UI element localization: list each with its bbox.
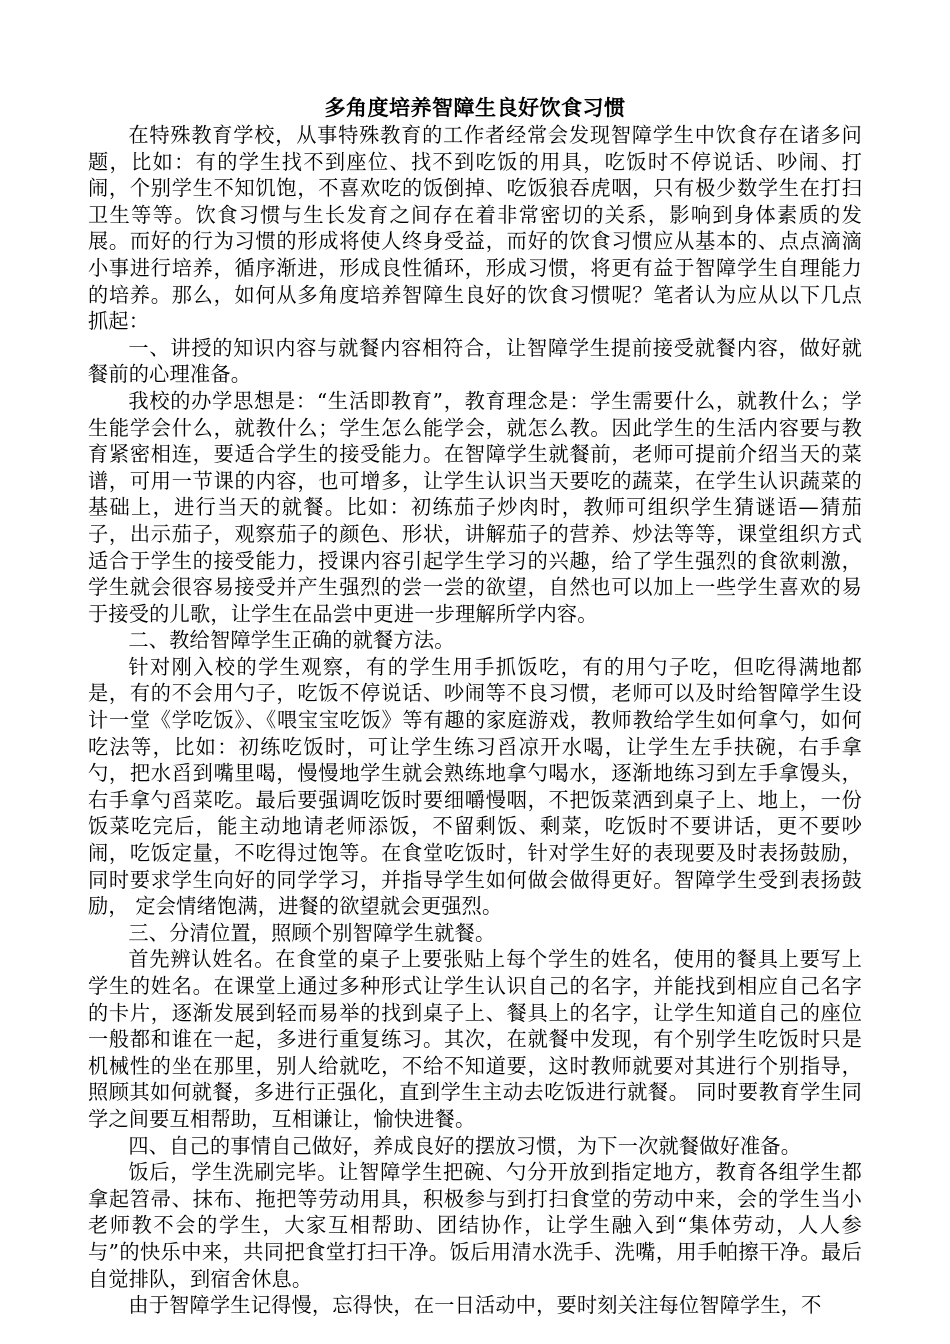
- paragraph-continued: 由于智障学生记得慢，忘得快，在一日活动中，要时刻关注每位智障学生，不: [128, 1293, 822, 1318]
- section-heading-3: 三、分清位置，照顾个别智障学生就餐。: [128, 920, 496, 945]
- paragraph-section-4: 饭后，学生洗刷完毕。让智障学生把碗、勺分开放到指定地方，教育各组学生都拿起笤帚、抹布、拖把等劳动用具，积极参与到打扫食堂的劳动中来，会的学生当小老师教不会的学生，大家互相帮助、团结协作，让学生融入到“集体劳动，人人参与”的快乐中来，共同把食堂打扫干净。饭后用清水洗手、洗嘴，用手帕擦干净。最后自觉排队，到宿舍休息。: [88, 1160, 862, 1291]
- paragraph-section-3: 首先辨认姓名。在食堂的桌子上要张贴上每个学生的姓名，使用的餐具上要写上学生的姓名。在课堂上通过多种形式让学生认识自己的名字，并能找到相应自己名字的卡片，逐渐发展到轻而易举的找到桌子上、餐具上的名字，让学生知道自己的座位一般都和谁在一起，多进行重复练习。其次，在就餐中发现，有个别学生吃饭时只是机械性的坐在那里，别人给就吃，不给不知道要，这时教师就要对其进行个别指导，照顾其如何就餐，多进行正强化，直到学生主动去吃饭进行就餐。 同时要教育学生同学之间要互相帮助，互相谦让，愉快进餐。: [88, 947, 862, 1131]
- section-heading-1: 一、讲授的知识内容与就餐内容相符合，让智障学生提前接受就餐内容，做好就餐前的心理准备。: [88, 335, 862, 387]
- document-page: [88, 94, 862, 1319]
- section-heading-2: 二、教给智障学生正确的就餐方法。: [128, 628, 455, 653]
- paragraph-section-1: 我校的办学思想是：“生活即教育”，教育理念是：学生需要什么，就教什么；学生能学会什么，就教什么；学生怎么能学会，就怎么教。因此学生的生活内容要与教育紧密相连，要适合学生的接受能力。在智障学生就餐前，老师可提前介绍当天的菜谱，可用一节课的内容，也可增多，让学生认识当天要吃的蔬菜，在学生认识蔬菜的基础上，进行当天的就餐。比如：初练茄子炒肉时，教师可组织学生猜谜语—猜茄子，出示茄子，观察茄子的颜色、形状，讲解茄子的营养、炒法等等，课堂组织方式适合于学生的接受能力，授课内容引起学生学习的兴趣，给了学生强烈的食欲刺激，学生就会很容易接受并产生强烈的尝一尝的欲望，自然也可以加上一些学生喜欢的易于接受的儿歌，让学生在品尝中更进一步理解所学内容。: [88, 388, 862, 626]
- paragraph-intro: 在特殊教育学校，从事特殊教育的工作者经常会发现智障学生中饮食存在诸多问题，比如：有的学生找不到座位、找不到吃饭的用具，吃饭时不停说话、吵闹、打闹，个别学生不知饥饱，不喜欢吃的饭倒掉、吃饭狼吞虎咽，只有极少数学生在打扫卫生等等。饮食习惯与生长发育之间存在着非常密切的关系，影响到身体素质的发展。而好的行为习惯的形成将使人终身受益，而好的饮食习惯应从基本的、点点滴滴小事进行培养，循序渐进，形成良性循环，形成习惯，将更有益于智障学生自理能力的培养。那么，如何从多角度培养智障生良好的饮食习惯呢？笔者认为应从以下几点抓起：: [88, 123, 862, 334]
- section-heading-4: 四、自己的事情自己做好，养成良好的摆放习惯，为下一次就餐做好准备。: [128, 1133, 802, 1158]
- paragraph-section-2: 针对刚入校的学生观察，有的学生用手抓饭吃，有的用勺子吃，但吃得满地都是，有的不会用勺子，吃饭不停说话、吵闹等不良习惯，老师可以及时给智障学生设计一堂《学吃饭》、《喂宝宝吃饭》等有趣的家庭游戏，教师教给学生如何拿勺，如何吃法等，比如：初练吃饭时，可让学生练习舀凉开水喝，让学生左手扶碗，右手拿勺，把水舀到嘴里喝，慢慢地学生就会熟练地拿勺喝水，逐渐地练习到左手拿馒头，右手拿勺舀菜吃。最后要强调吃饭时要细嚼慢咽，不把饭菜洒到桌子上、地上，一份饭菜吃完后，能主动地请老师添饭，不留剩饭、剩菜，吃饭时不要讲话，更不要吵闹，吃饭定量，不吃得过饱等。在食堂吃饭时，针对学生好的表现要及时表扬鼓励，同时要求学生向好的同学学习，并指导学生如何做会做得更好。智障学生受到表扬鼓励， 定会情绪饱满，进餐的欲望就会更强烈。: [88, 654, 862, 919]
- document-title: 多角度培养智障生良好饮食习惯: [324, 95, 626, 120]
